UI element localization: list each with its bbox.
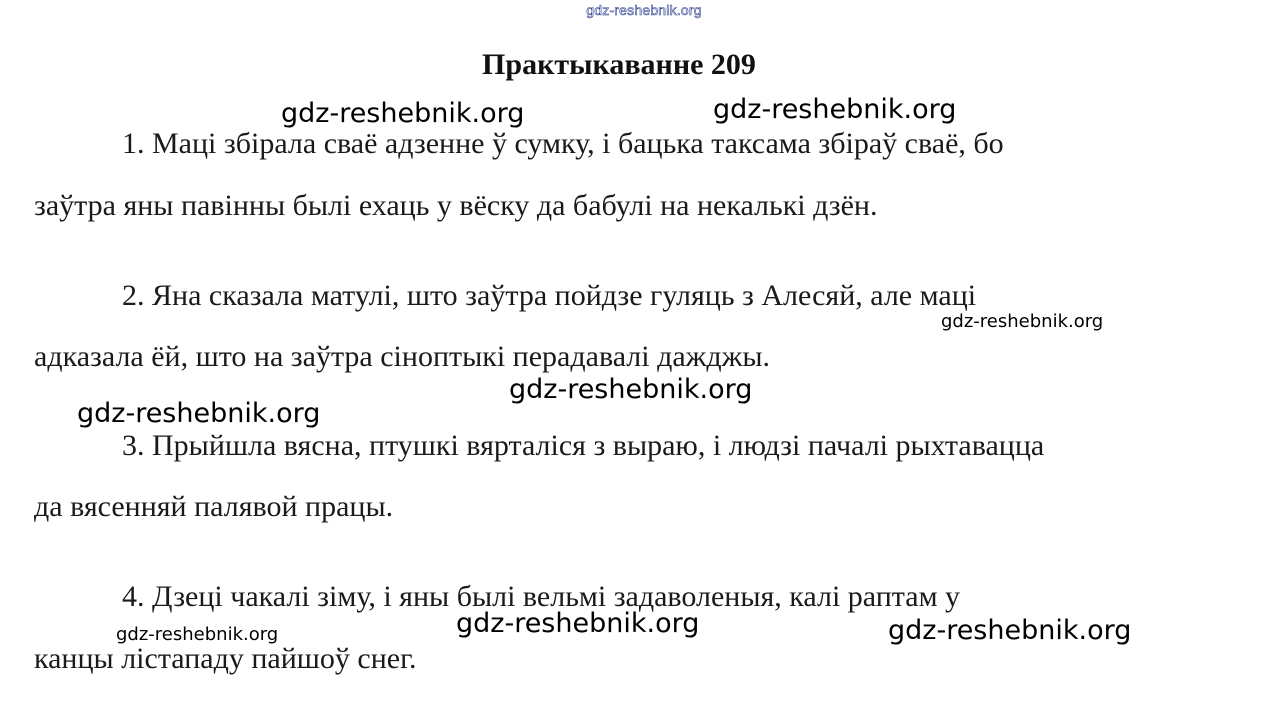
watermark: gdz-reshebnik.org xyxy=(509,374,753,405)
item-4-line-1: 4. Дзеці чакалі зіму, і яны былі вельмі задаволеныя, калі раптам у xyxy=(122,580,961,613)
watermark: gdz-reshebnik.org xyxy=(941,311,1104,332)
watermark: gdz-reshebnik.org xyxy=(888,615,1132,646)
watermark: gdz-reshebnik.org xyxy=(281,98,525,129)
item-1-line-2: заўтра яны павінны былі ехаць у вёску да бабулі на некалькі дзён. xyxy=(34,189,878,222)
item-3-line-1: 3. Прыйшла вясна, птушкі вярталіся з выраю, і людзі пачалі рыхтавацца xyxy=(122,429,1045,462)
watermark: gdz-reshebnik.org xyxy=(77,398,321,429)
top-watermark: gdz-reshebnik.org xyxy=(586,2,702,18)
watermark: gdz-reshebnik.org xyxy=(116,624,279,645)
item-2-line-1: 2. Яна сказала матулі, што заўтра пойдзе гуляць з Алесяй, але маці xyxy=(122,279,977,312)
item-2-line-2: адказала ёй, што на заўтра сіноптыкі перадавалі дажджы. xyxy=(34,340,771,373)
item-3-line-2: да вясенняй палявой працы. xyxy=(34,490,394,523)
item-1-line-1: 1. Маці збірала сваё адзенне ў сумку, і бацька таксама збіраў сваё, бо xyxy=(122,127,1004,160)
watermark: gdz-reshebnik.org xyxy=(456,608,700,639)
item-4-line-2: канцы лістападу пайшоў снег. xyxy=(34,642,417,675)
page-title: Практыкаванне 209 xyxy=(482,48,756,81)
watermark: gdz-reshebnik.org xyxy=(713,94,957,125)
